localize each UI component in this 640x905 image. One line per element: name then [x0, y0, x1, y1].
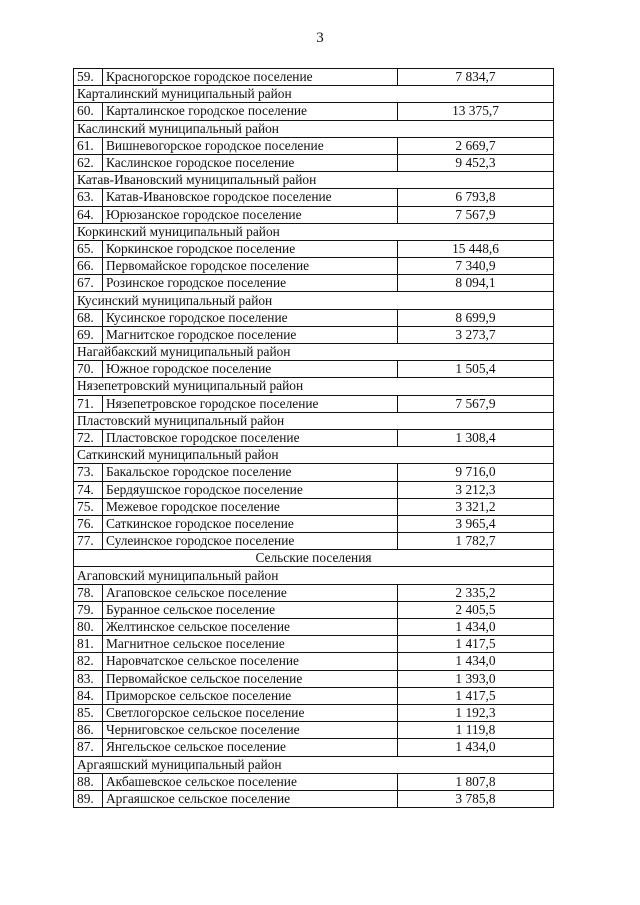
table-row — [74, 258, 554, 275]
table-row — [74, 240, 554, 257]
allocation-value: 9 452,3 — [398, 154, 554, 171]
settlement-name: Аргаяшское сельское поселение — [103, 790, 398, 807]
row-number: 71. — [74, 395, 103, 412]
settlement-name: Каслинское городское поселение — [103, 154, 398, 171]
row-number: 69. — [74, 326, 103, 343]
allocation-value: 2 405,5 — [398, 601, 554, 618]
table-row — [74, 464, 554, 481]
row-number: 72. — [74, 429, 103, 446]
table-row — [74, 670, 554, 687]
settlement-name: Нязепетровское городское поселение — [103, 395, 398, 412]
table-row — [74, 395, 554, 412]
district-header-row — [74, 412, 554, 429]
allocation-value: 7 834,7 — [398, 69, 554, 86]
settlement-name: Приморское сельское поселение — [103, 687, 398, 704]
table-row — [74, 619, 554, 636]
table-row — [74, 69, 554, 86]
allocation-value: 2 669,7 — [398, 137, 554, 154]
district-label: Катав-Ивановский муниципальный район — [74, 172, 554, 189]
settlement-name: Первомайское сельское поселение — [103, 670, 398, 687]
district-header-row — [74, 378, 554, 395]
table-row — [74, 481, 554, 498]
district-header-row — [74, 756, 554, 773]
table-row — [74, 773, 554, 790]
row-number: 81. — [74, 636, 103, 653]
table-row — [74, 790, 554, 807]
district-label: Кусинский муниципальный район — [74, 292, 554, 309]
table-row — [74, 361, 554, 378]
allocation-value: 3 212,3 — [398, 481, 554, 498]
settlement-name: Саткинское городское поселение — [103, 515, 398, 532]
table-row — [74, 515, 554, 532]
row-number: 67. — [74, 275, 103, 292]
section-label: Сельские поселения — [74, 550, 554, 567]
district-label: Нязепетровский муниципальный район — [74, 378, 554, 395]
settlement-name: Кусинское городское поселение — [103, 309, 398, 326]
settlement-name: Агаповское сельское поселение — [103, 584, 398, 601]
row-number: 77. — [74, 533, 103, 550]
table-body — [74, 69, 554, 808]
district-header-row — [74, 447, 554, 464]
district-label: Коркинский муниципальный район — [74, 223, 554, 240]
row-number: 84. — [74, 687, 103, 704]
table-row — [74, 704, 554, 721]
table-row — [74, 653, 554, 670]
row-number: 88. — [74, 773, 103, 790]
allocation-value: 1 308,4 — [398, 429, 554, 446]
row-number: 66. — [74, 258, 103, 275]
district-label: Пластовский муниципальный район — [74, 412, 554, 429]
allocation-value: 3 321,2 — [398, 498, 554, 515]
settlement-name: Светлогорское сельское поселение — [103, 704, 398, 721]
district-label: Агаповский муниципальный район — [74, 567, 554, 584]
settlement-name: Бердяушское городское поселение — [103, 481, 398, 498]
settlement-name: Первомайское городское поселение — [103, 258, 398, 275]
table-row — [74, 326, 554, 343]
allocation-value: 15 448,6 — [398, 240, 554, 257]
allocation-value: 1 192,3 — [398, 704, 554, 721]
allocation-value: 1 807,8 — [398, 773, 554, 790]
row-number: 85. — [74, 704, 103, 721]
allocation-value: 1 119,8 — [398, 722, 554, 739]
settlement-name: Акбашевское сельское поселение — [103, 773, 398, 790]
row-number: 74. — [74, 481, 103, 498]
settlement-name: Южное городское поселение — [103, 361, 398, 378]
district-header-row — [74, 86, 554, 103]
table-row — [74, 189, 554, 206]
district-header-row — [74, 223, 554, 240]
settlement-name: Катав-Ивановское городское поселение — [103, 189, 398, 206]
section-header-row — [74, 550, 554, 567]
row-number: 75. — [74, 498, 103, 515]
allocation-value: 1 434,0 — [398, 653, 554, 670]
table-row — [74, 429, 554, 446]
row-number: 80. — [74, 619, 103, 636]
table-row — [74, 533, 554, 550]
settlement-name: Буранное сельское поселение — [103, 601, 398, 618]
row-number: 61. — [74, 137, 103, 154]
row-number: 68. — [74, 309, 103, 326]
settlement-name: Юрюзанское городское поселение — [103, 206, 398, 223]
district-label: Нагайбакский муниципальный район — [74, 344, 554, 361]
table-row — [74, 309, 554, 326]
allocation-value: 7 567,9 — [398, 395, 554, 412]
settlement-name: Карталинское городское поселение — [103, 103, 398, 120]
row-number: 64. — [74, 206, 103, 223]
settlement-name: Розинское городское поселение — [103, 275, 398, 292]
district-header-row — [74, 120, 554, 137]
allocation-value: 1 782,7 — [398, 533, 554, 550]
allocation-value: 3 965,4 — [398, 515, 554, 532]
district-header-row — [74, 172, 554, 189]
allocation-value: 1 434,0 — [398, 619, 554, 636]
district-header-row — [74, 344, 554, 361]
row-number: 79. — [74, 601, 103, 618]
row-number: 83. — [74, 670, 103, 687]
allocation-value: 2 335,2 — [398, 584, 554, 601]
table-row — [74, 498, 554, 515]
district-header-row — [74, 292, 554, 309]
settlement-name: Коркинское городское поселение — [103, 240, 398, 257]
row-number: 59. — [74, 69, 103, 86]
allocation-value: 1 393,0 — [398, 670, 554, 687]
allocation-value: 1 434,0 — [398, 739, 554, 756]
row-number: 63. — [74, 189, 103, 206]
district-label: Каслинский муниципальный район — [74, 120, 554, 137]
allocation-value: 1 417,5 — [398, 687, 554, 704]
allocation-value: 1 505,4 — [398, 361, 554, 378]
settlement-name: Магнитское городское поселение — [103, 326, 398, 343]
settlement-allocation-table — [73, 68, 554, 808]
settlement-name: Янгельское сельское поселение — [103, 739, 398, 756]
row-number: 65. — [74, 240, 103, 257]
allocation-value: 7 340,9 — [398, 258, 554, 275]
settlement-name: Бакальское городское поселение — [103, 464, 398, 481]
row-number: 73. — [74, 464, 103, 481]
row-number: 87. — [74, 739, 103, 756]
row-number: 89. — [74, 790, 103, 807]
settlement-name: Черниговское сельское поселение — [103, 722, 398, 739]
row-number: 62. — [74, 154, 103, 171]
allocation-value: 7 567,9 — [398, 206, 554, 223]
district-header-row — [74, 567, 554, 584]
settlement-name: Пластовское городское поселение — [103, 429, 398, 446]
table-row — [74, 137, 554, 154]
district-label: Саткинский муниципальный район — [74, 447, 554, 464]
allocation-value: 1 417,5 — [398, 636, 554, 653]
district-label: Аргаяшский муниципальный район — [74, 756, 554, 773]
settlement-name: Сулеинское городское поселение — [103, 533, 398, 550]
table-row — [74, 722, 554, 739]
row-number: 60. — [74, 103, 103, 120]
allocation-value: 8 094,1 — [398, 275, 554, 292]
district-label: Карталинский муниципальный район — [74, 86, 554, 103]
settlement-name: Магнитное сельское поселение — [103, 636, 398, 653]
allocation-value: 3 273,7 — [398, 326, 554, 343]
allocation-value: 13 375,7 — [398, 103, 554, 120]
row-number: 78. — [74, 584, 103, 601]
allocation-value: 8 699,9 — [398, 309, 554, 326]
allocation-value: 3 785,8 — [398, 790, 554, 807]
table-row — [74, 275, 554, 292]
table-row — [74, 601, 554, 618]
table-row — [74, 206, 554, 223]
settlement-name: Желтинское сельское поселение — [103, 619, 398, 636]
settlement-name: Наровчатское сельское поселение — [103, 653, 398, 670]
allocation-value: 6 793,8 — [398, 189, 554, 206]
allocation-value: 9 716,0 — [398, 464, 554, 481]
table-row — [74, 687, 554, 704]
row-number: 70. — [74, 361, 103, 378]
settlement-name: Вишневогорское городское поселение — [103, 137, 398, 154]
settlement-name: Красногорское городское поселение — [103, 69, 398, 86]
table-row — [74, 103, 554, 120]
table-row — [74, 739, 554, 756]
table-row — [74, 584, 554, 601]
row-number: 82. — [74, 653, 103, 670]
row-number: 86. — [74, 722, 103, 739]
page-number: 3 — [316, 30, 324, 46]
row-number: 76. — [74, 515, 103, 532]
settlement-name: Межевое городское поселение — [103, 498, 398, 515]
table-row — [74, 636, 554, 653]
table-row — [74, 154, 554, 171]
